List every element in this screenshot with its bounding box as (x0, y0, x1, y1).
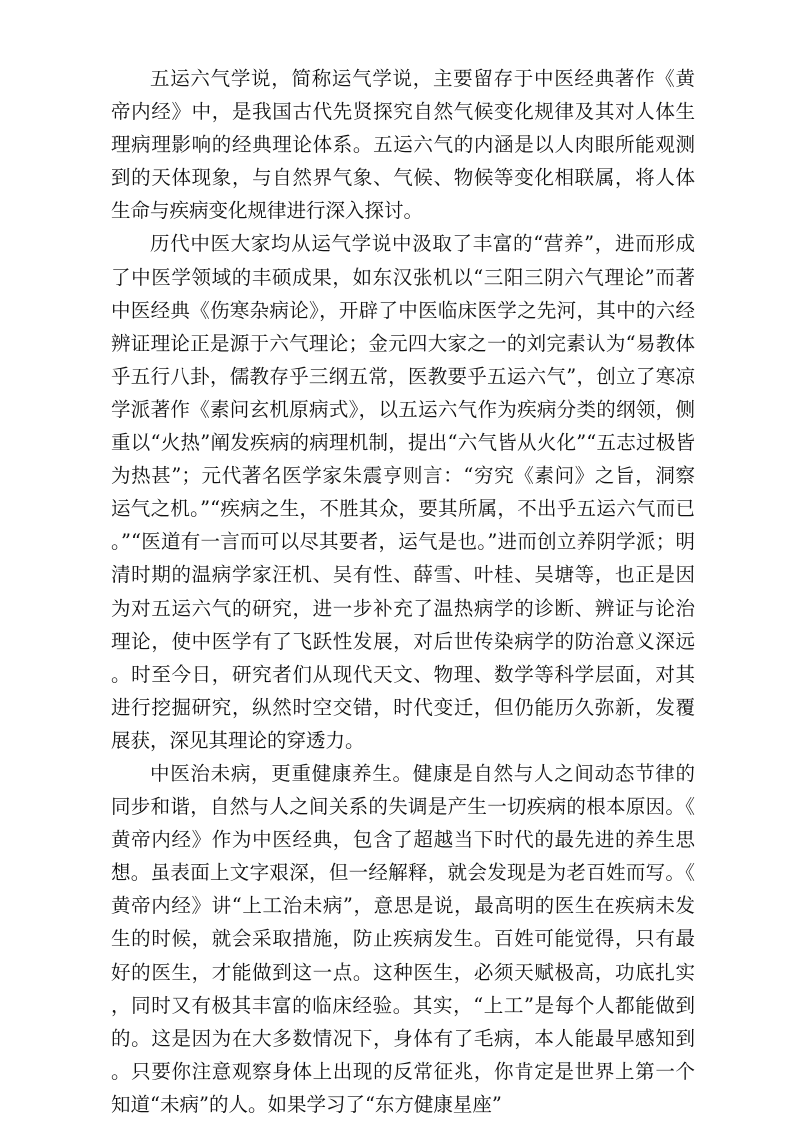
body-text (111, 62, 695, 1121)
paragraph-3: 中医治未病，更重健康养生。健康是自然与人之间动态节律的同步和谐，自然与人之间关系的失调是产生一切疾病的根本原因。《黄帝内经》作为中医经典，包含了超越当下时代的最先进的养生思想。虽表面上文字艰深，但一经解释，就会发现是为老百姓而写。《黄帝内经》讲“上工治未病”，意思是说，最高明的医生在疾病未发生的时候，就会采取措施，防止疾病发生。百姓可能觉得，只有最好的医生，才能做到这一点。这种医生，必须天赋极高，功底扎实，同时又有极其丰富的临床经验。其实，“上工”是每个人都能做到的。这是因为在大多数情况下，身体有了毛病，本人能最早感知到。只要你注意观察身体上出现的反常征兆，你肯定是世界上第一个知道“未病”的人。如果学习了“东方健康星座” (111, 761, 695, 1116)
paragraph-2: 历代中医大家均从运气学说中汲取了丰富的“营养”，进而形成了中医学领域的丰硕成果，如东汉张机以“三阳三阴六气理论”而著中医经典《伤寒杂病论》，开辟了中医临床医学之先河，其中的六经辨证理论正是源于六气理论；金元四大家之一的刘完素认为“易教体乎五行八卦，儒教存乎三纲五常，医教要乎五运六气”，创立了寒凉学派著作《素问玄机原病式》，以五运六气作为疾病分类的纲领，侧重以“火热”阐发疾病的病理机制，提出“六气皆从火化”“五志过极皆为热甚”；元代著名医学家朱震亨则言：“穷究《素问》之旨，洞察运气之机。”“疾病之生，不胜其众，要其所属，不出乎五运六气而已。”“医道有一言而可以尽其要者，运气是也。”进而创立养阴学派；明清时期的温病学家汪机、吴有性、薛雪、叶桂、吴塘等，也正是因为对五运六气的研究，进一步补充了温热病学的诊断、辨证与论治理论，使中医学有了飞跃性发展，对后世传染病学的防治意义深远。时至今日，研究者们从现代天文、物理、数学等科学层面，对其进行挖掘研究，纵然时空交错，时代变迁，但仍能历久弥新，发覆展获，深见其理论的穿透力。 (111, 232, 695, 752)
paragraph-1: 五运六气学说，简称运气学说，主要留存于中医经典著作《黄帝内经》中，是我国古代先贤探究自然气候变化规律及其对人体生理病理影响的经典理论体系。五运六气的内涵是以人肉眼所能观测到的天体现象，与自然界气象、气候、物候等变化相联属，将人体生命与疾病变化规律进行深入探讨。 (111, 67, 695, 223)
